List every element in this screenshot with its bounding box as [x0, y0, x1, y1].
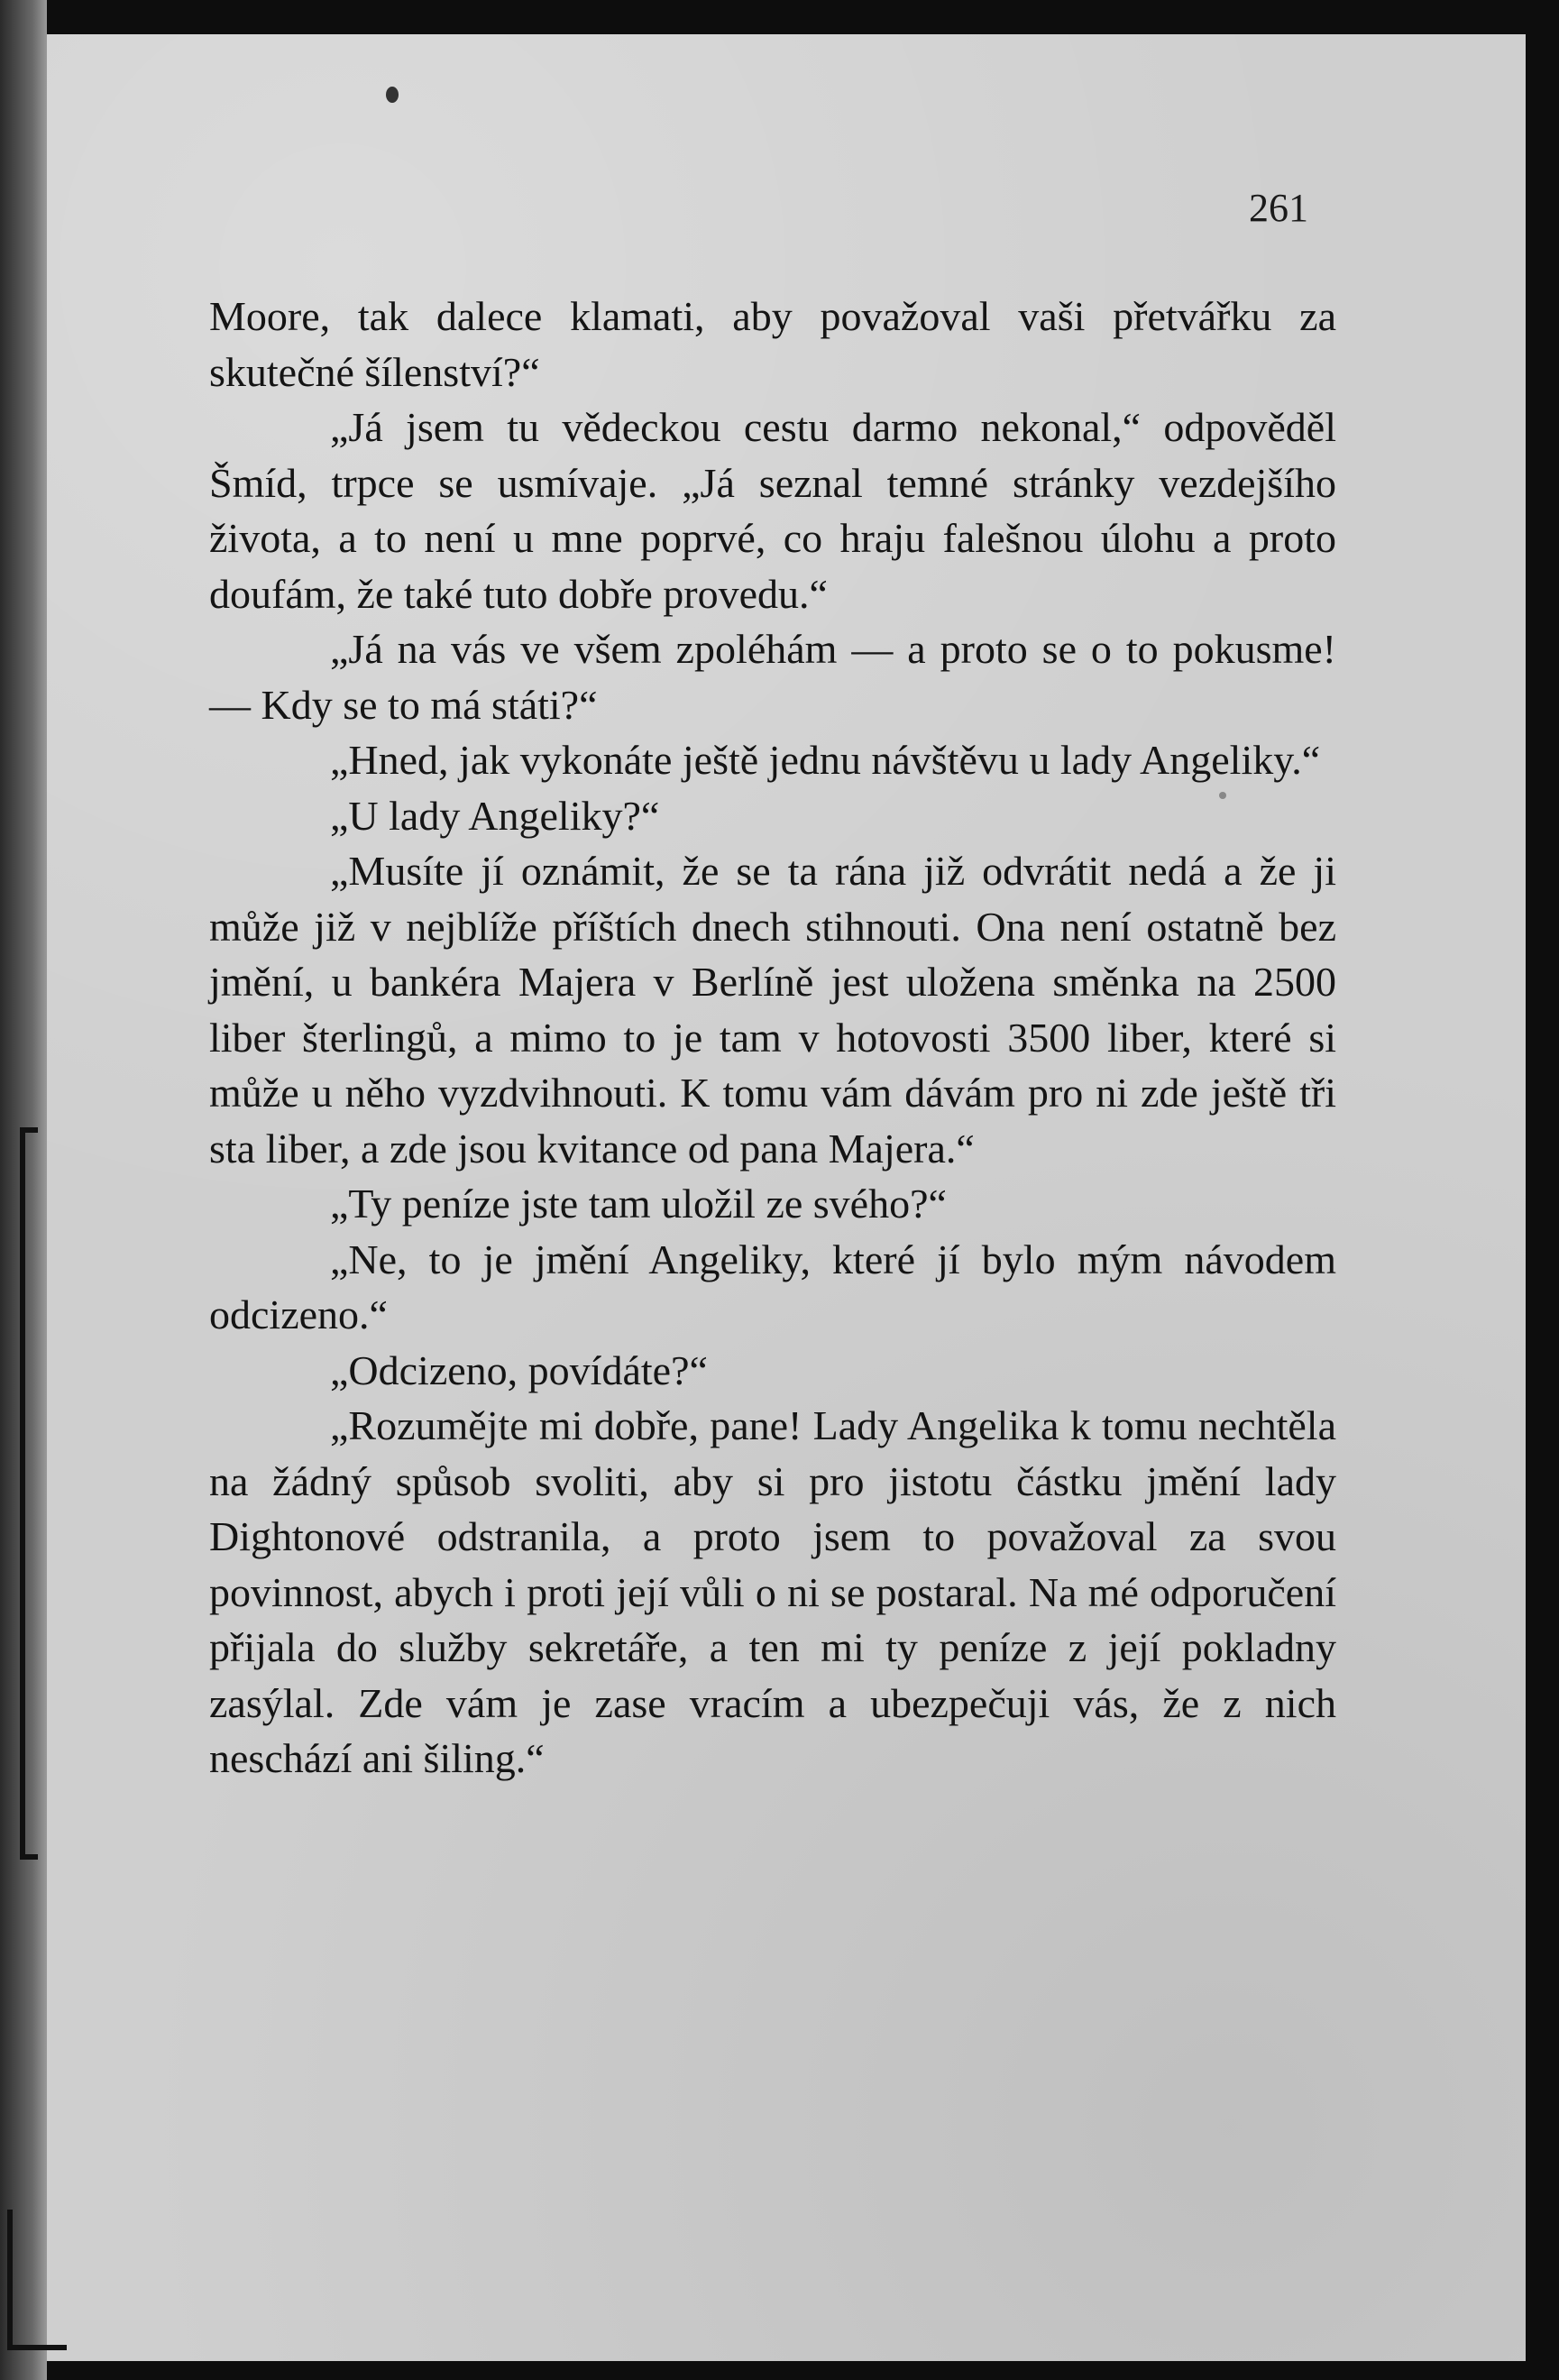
- page-number: 261: [1249, 186, 1308, 230]
- paragraph: „Musíte jí oznámit, že se ta rána již odvrátit nedá a že ji může již v nejblíže příštích dnech stihnouti. Ona není ostatně bez jmění, u bankéra Majera v Berlíně jest uložena směnka na 2500 liber šterlingů, a mimo to je tam v hotovosti 3500 liber, které si může u něho vyzdvihnouti. K tomu vám dávám pro ni zde ještě tři sta liber, a zde jsou kvitance od pana Majera.“: [209, 848, 1336, 1172]
- paragraph: „Hned, jak vykonáte ještě jednu návštěvu u lady Angeliky.“: [330, 737, 1321, 783]
- paragraph: „Ty peníze jste tam uložil ze svého?“: [330, 1181, 947, 1227]
- paragraph: „Odcizeno, povídáte?“: [330, 1346, 708, 1393]
- binding-mark-bottom: [7, 2210, 67, 2350]
- page-text: [209, 289, 1336, 1787]
- paragraph: „Rozumějte mi dobře, pane! Lady Angelika k tomu nechtěla na žádný spůsob svoliti, aby si pro jistotu částku jmění lady Dightonové odstranila, a proto jsem to považoval za svou povinnost, abych i proti její vůli o ni se postaral. Na mé odporučení přijala do služby sekretáře, a ten mi ty peníze z její pokladny zasýlal. Zde vám je zase vracím a ubezpečuji vás, že z nich neschází ani šiling.“: [209, 1402, 1336, 1781]
- paragraph: Moore, tak dalece klamati, aby považoval vaši přetvářku za skutečné šílenství?“: [209, 293, 1336, 395]
- binding-mark: [20, 1127, 38, 1860]
- paragraph: „Ne, to je jmění Angeliky, které jí bylo mým návodem odcizeno.“: [209, 1236, 1336, 1337]
- paragraph: „Já na vás ve všem zpoléhám — a proto se o to pokusme! — Kdy se to má státi?“: [209, 626, 1336, 728]
- paragraph: „Já jsem tu vědeckou cestu darmo nekonal,“ odpověděl Šmíd, trpce se usmívaje. „Já seznal temné stránky vezdejšího života, a to není u mne poprvé, co hraju falešnou úlohu a proto doufám, že také tuto dobře provedu.“: [209, 404, 1336, 617]
- ink-spot: [386, 87, 399, 103]
- paragraph: „U lady Angeliky?“: [330, 792, 660, 839]
